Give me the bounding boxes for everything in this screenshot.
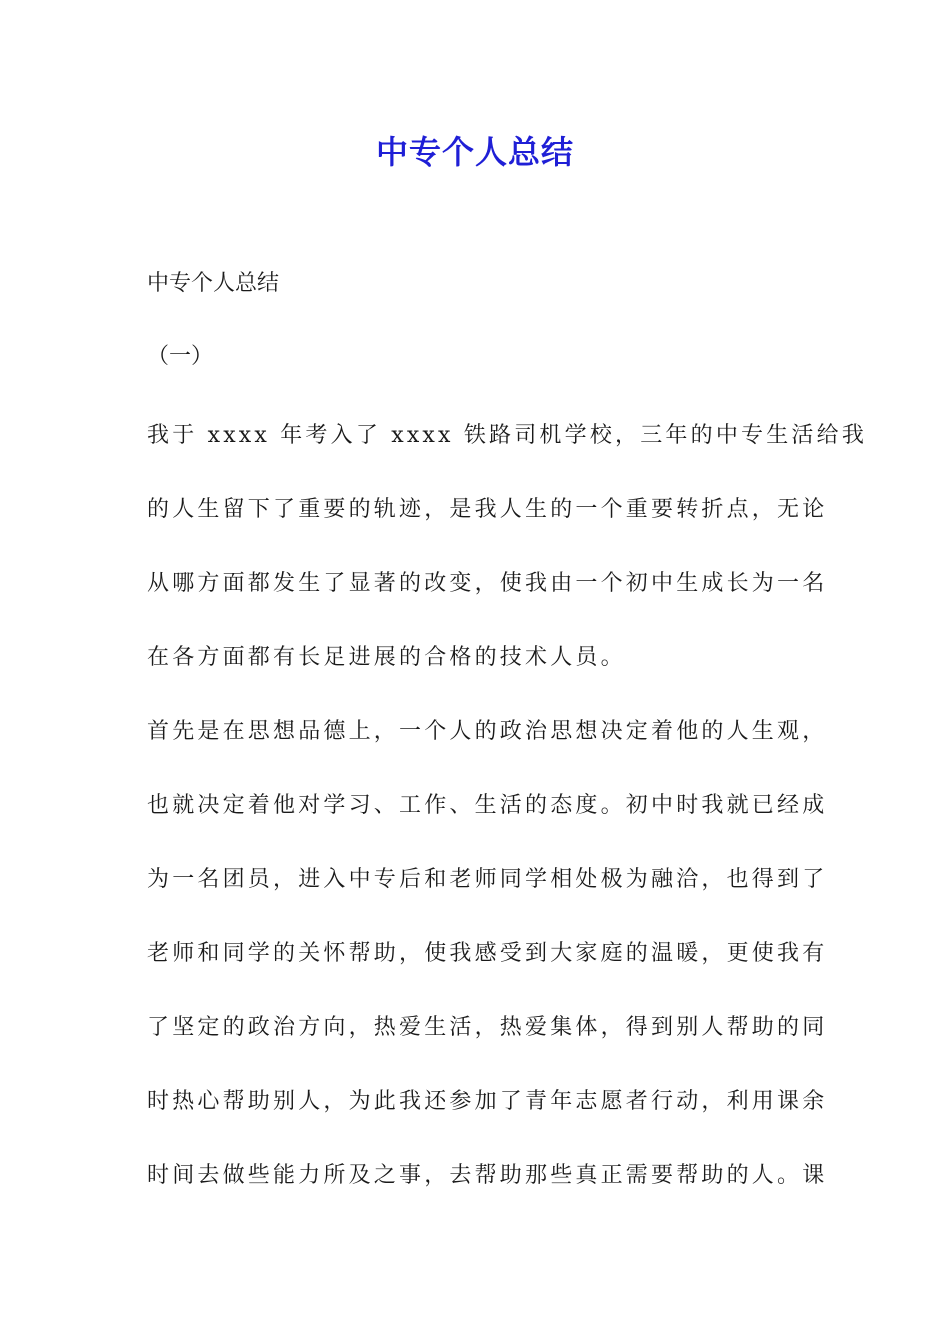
paragraph-line: 我于 xxxx 年考入了 xxxx 铁路司机学校，三年的中专生活给我 bbox=[147, 423, 868, 448]
paragraph-line: 也就决定着他对学习、工作、生活的态度。初中时我就已经成 bbox=[147, 793, 828, 818]
paragraph-1 bbox=[147, 418, 868, 714]
paragraph-line: 老师和同学的关怀帮助，使我感受到大家庭的温暖，更使我有 bbox=[147, 941, 828, 966]
paragraph-line: 从哪方面都发生了显著的改变，使我由一个初中生成长为一名 bbox=[147, 571, 828, 596]
paragraph-2 bbox=[147, 714, 828, 1232]
paragraph-line: 为一名团员，进入中专后和老师同学相处极为融洽，也得到了 bbox=[147, 867, 828, 892]
paragraph-line: 首先是在思想品德上，一个人的政治思想决定着他的人生观， bbox=[147, 719, 828, 744]
paragraph-line: 的人生留下了重要的轨迹，是我人生的一个重要转折点，无论 bbox=[147, 497, 828, 522]
paragraph-line: 时间去做些能力所及之事，去帮助那些真正需要帮助的人。课 bbox=[147, 1163, 828, 1188]
subheading: 中专个人总结 bbox=[147, 271, 280, 296]
paragraph-line: 在各方面都有长足进展的合格的技术人员。 bbox=[147, 645, 626, 670]
section-marker: （一） bbox=[147, 344, 214, 369]
page-title: 中专个人总结 bbox=[375, 133, 574, 171]
paragraph-line: 了坚定的政治方向，热爱生活，热爱集体，得到别人帮助的同 bbox=[147, 1015, 828, 1040]
paragraph-line: 时热心帮助别人，为此我还参加了青年志愿者行动，利用课余 bbox=[147, 1089, 828, 1114]
